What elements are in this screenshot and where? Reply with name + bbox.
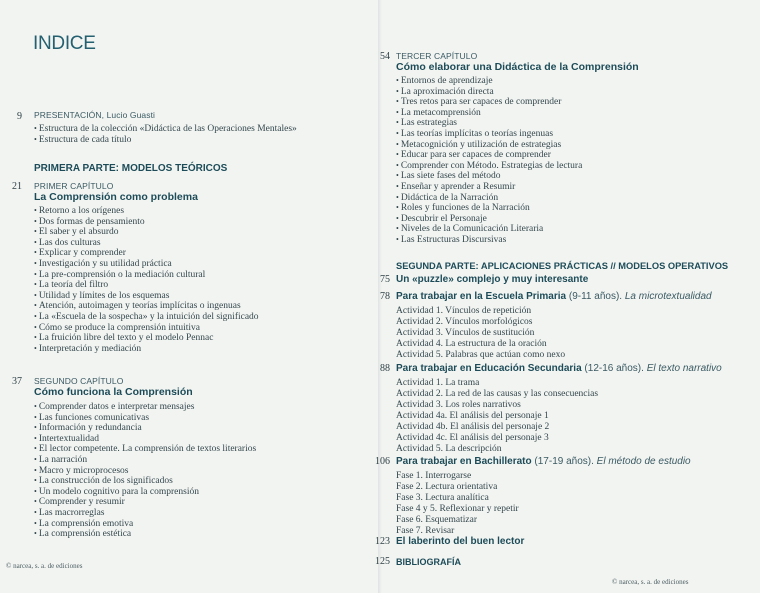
list-item: • Niveles de la Comunicación Literaria [396,224,639,235]
list-item: Actividad 5. La descripción [396,444,502,454]
list-item: Actividad 5. Palabras que actúan como nexo [396,350,566,360]
list-item: • Roles y funciones de la Narración [396,203,639,214]
list-item: • Las siete fases del método [396,171,639,182]
presentation-author: Lucio Guasti [106,110,156,120]
list-item: • La pre-comprensión o la mediación cultural [34,270,259,281]
chapter-one-label: PRIMER CAPÍTULO [34,181,114,191]
list-item: Actividad 4c. El análisis del personaje 3 [396,433,549,443]
list-item: • Estructura de la colección «Didáctica de las Operaciones Mentales» [34,124,297,135]
chapter-two-entry[interactable] [12,376,257,540]
list-item: • El lector competente. La comprensión de textos literarios [34,444,256,455]
secundaria-ages: (12-16 años). [584,363,644,374]
list-item: • Macro y microprocesos [34,466,256,477]
presentation-label: PRESENTACIÓN, [34,110,105,120]
presentation-entry[interactable] [17,110,297,145]
chapter-two-items [34,402,256,540]
right-page [375,0,760,593]
primaria-heading [396,291,712,303]
list-item: Actividad 1. Vínculos de repetición [396,306,532,316]
list-item: • La comprensión estética [34,529,256,540]
secundaria-subtitle: El texto narrativo [646,363,722,374]
list-item: • Atención, autoimagen y teorías implícitas o ingenuas [34,301,259,312]
list-item: • La «Escuela de la sospecha» y la intuición del significado [34,312,259,323]
list-item: Fase 6. Esquematizar [396,515,477,525]
list-item: Actividad 4b. El análisis del personaje 2 [396,422,550,432]
chapter-two-label: SEGUNDO CAPÍTULO [34,376,124,386]
list-item: Actividad 1. La trama [396,378,480,388]
page-number: 125 [375,556,390,567]
list-item: Actividad 3. Vínculos de sustitución [396,328,535,338]
chapter-two-title: Cómo funciona la Comprensión [34,386,193,398]
list-item: • La fruición libre del texto y el modelo Pennac [34,333,259,344]
page-number: 88 [380,363,390,374]
primaria-subtitle: La microtextualidad [624,291,712,302]
secundaria-entry[interactable] [380,363,722,455]
list-item: • Explicar y comprender [34,248,259,259]
bachillerato-items [396,471,691,537]
chapter-three-label: TERCER CAPÍTULO [396,51,478,61]
list-item: • Educar para ser capaces de comprender [396,150,639,161]
list-item: • Dos formas de pensamiento [34,217,259,228]
bachillerato-ages: (17-19 años). [534,456,594,467]
secundaria-title: Para trabajar en Educación Secundaria [396,363,582,374]
list-item: • Cómo se produce la comprensión intuitiva [34,323,259,334]
page-number: 21 [12,181,22,192]
list-item: • Comprender y resumir [34,497,256,508]
presentation-items [34,124,297,145]
bachillerato-entry[interactable] [375,456,691,537]
laberinto-entry[interactable] [375,536,525,548]
part-one-title: PRIMERA PARTE: MODELOS TEÓRICOS [34,163,228,174]
list-item: • Utilidad y límites de los esquemas [34,291,259,302]
list-item: Actividad 2. Vínculos morfológicos [396,317,533,327]
list-item: • Un modelo cognitivo para la comprensión [34,487,256,498]
chapter-one-title: La Comprensión como problema [34,191,198,203]
bibliografia-entry[interactable] [375,556,461,568]
list-item: • Enseñar y aprender a Resumir [396,182,639,193]
chapter-three-title: Cómo elaborar una Didáctica de la Comprensión [396,61,639,73]
left-footer: © narcea, s. a. de ediciones [6,562,83,570]
primaria-items [396,306,712,361]
list-item: • Descubrir el Personaje [396,214,639,225]
right-footer: © narcea, s. a. de ediciones [612,578,689,586]
page-number: 75 [380,274,390,285]
secundaria-heading [396,363,722,375]
index-title: INDICE [33,33,96,54]
primaria-entry[interactable] [380,291,712,361]
list-item: • Estructura de cada título [34,135,297,146]
page-number: 54 [380,51,390,62]
bibliografia-title: BIBLIOGRAFÍA [396,557,461,567]
list-item: • Las Estructuras Discursivas [396,235,639,246]
chapter-three-entry[interactable] [380,51,639,246]
primaria-title: Para trabajar en la Escuela Primaria [396,291,567,302]
secundaria-items [396,378,722,455]
list-item: • La teoría del filtro [34,280,259,291]
bachillerato-title: Para trabajar en Bachillerato [396,456,532,467]
laberinto-title: El laberinto del buen lector [396,536,525,547]
list-item: • La narración [34,455,256,466]
list-item: Fase 1. Interrogarse [396,471,472,481]
list-item: Actividad 3. Los roles narrativos [396,400,521,410]
list-item: • Las estrategias [396,118,639,129]
page-number: 78 [380,291,390,302]
chapter-one-items [34,206,259,354]
chapter-one-entry[interactable] [12,181,259,354]
page-number: 106 [375,456,390,467]
list-item: Actividad 4a. El análisis del personaje 1 [396,411,549,421]
chapter-three-items [396,76,639,246]
page-number: 9 [17,111,22,122]
list-item: Fase 7. Revisar [396,526,455,536]
page-number: 123 [375,536,390,547]
list-item: • La construcción de los significados [34,476,256,487]
bachillerato-heading [396,456,691,468]
primaria-ages: (9-11 años). [568,291,623,302]
list-item: • Comprender datos e interpretar mensajes [34,402,256,413]
list-item: • Las macrorreglas [34,508,256,519]
puzzle-entry[interactable] [380,274,589,286]
puzzle-title: Un «puzzle» complejo y muy interesante [396,274,589,285]
page-number: 37 [12,376,22,387]
list-item: • El saber y el absurdo [34,227,259,238]
list-item: • Las dos culturas [34,238,259,249]
list-item: • Entornos de aprendizaje [396,76,639,87]
part-two-title: SEGUNDA PARTE: APLICACIONES PRÁCTICAS // MODELOS OPERATIVOS [396,261,729,271]
list-item: • Las funciones comunicativas [34,413,256,424]
list-item: • Intertextualidad [34,434,256,445]
bachillerato-subtitle: El método de estudio [596,456,691,467]
list-item: • Comprender con Método. Estrategias de lectura [396,161,639,172]
list-item: Actividad 2. La red de las causas y las consecuencias [396,389,599,399]
list-item: • La metacomprensión [396,108,639,119]
list-item: • Tres retos para ser capaces de comprender [396,97,639,108]
list-item: • Interpretación y mediación [34,344,259,355]
list-item: • Las teorías implícitas o teorías ingenuas [396,129,639,140]
list-item: • Metacognición y utilización de estrategias [396,140,639,151]
list-item: Fase 4 y 5. Reflexionar y repetir [396,504,519,514]
presentation-heading [34,110,297,120]
list-item: • Didáctica de la Narración [396,193,639,204]
list-item: Fase 2. Lectura orientativa [396,482,498,492]
list-item: • Información y redundancia [34,423,256,434]
list-item: • Investigación y su utilidad práctica [34,259,259,270]
list-item: • La aproximación directa [396,87,639,98]
list-item: • La comprensión emotiva [34,519,256,530]
list-item: Actividad 4. La estructura de la oración [396,339,547,349]
list-item: Fase 3. Lectura analítica [396,493,489,503]
list-item: • Retorno a los orígenes [34,206,259,217]
